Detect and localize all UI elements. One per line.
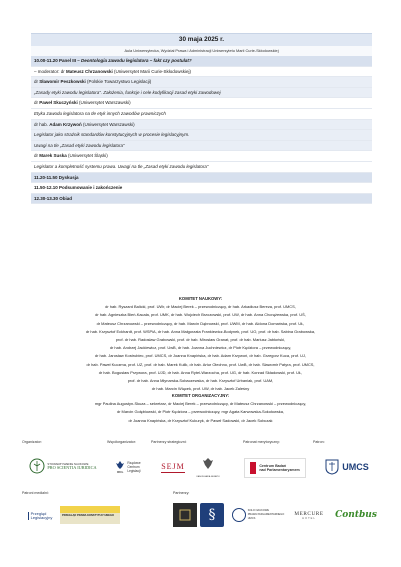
patrons-label: Patron: — [313, 440, 325, 444]
cbpp-mark — [250, 462, 256, 474]
rcl-line-3: Legislacji — [127, 469, 141, 473]
book-icon — [178, 508, 192, 522]
sejm-logo — [155, 455, 191, 479]
scientific-committee-heading: KOMITET NAUKOWY: — [178, 296, 223, 301]
speaker-affiliation: (Uniwersytet Śląski) — [66, 153, 108, 159]
psj-line-2: PRO SCIENTIA IURIDICA — [47, 465, 97, 470]
laurel-icon — [29, 458, 45, 474]
speaker-affiliation: (Uniwersytet Warszawski) — [77, 100, 131, 106]
committee-line: dr hab. Ryszard Balicki, prof. UWr, dr Maciej Berek – przewodniczący, dr hab. Arkadiusz Bereza, prof. UMCS, — [105, 304, 296, 310]
schedule-date: 30 maja 2025 r. — [31, 33, 372, 46]
pl-line-2: Legislacyjny — [30, 515, 53, 520]
committee-line: dr hab. Andrzej Jackiewicz, prof. UwB, dr hab. Joanna Juchniewicz, dr Piotr Kędziora – przewodniczący, — [109, 345, 292, 351]
cbpp-logo — [244, 458, 306, 478]
organizing-committee-heading: KOMITET ORGANIZACYJNY: — [171, 393, 230, 398]
paragraph-icon: § — [208, 507, 216, 523]
speaker-prefix: dr — [34, 100, 40, 106]
mercure-sub: HOTEL — [302, 516, 316, 520]
schedule-table — [31, 33, 372, 204]
committee-line: dr hab. Paweł Kuczma, prof. UZ, prof. dr hab. Marek Kulik, dr hab. Artur Olechno, prof. UwB, dr hab. Sławomir Patyra, prof. UMCS, — [86, 361, 315, 367]
organizing-committee — [20, 392, 381, 425]
organizers-label: Organizator: — [22, 440, 42, 444]
pkp-band — [60, 506, 120, 513]
schedule-venue: Aula Uniwersytecka, Wydział Prawa i Administracji Uniwersytetu Marii Curie-Skłodowskiej — [31, 46, 372, 56]
strategic-partners-label: Partnerzy strategiczni: — [151, 440, 187, 444]
senat-eagle-icon — [202, 457, 214, 471]
patronage-label: Patronat merytoryczny: — [243, 440, 280, 444]
eagle-icon — [115, 460, 125, 470]
umcs-logo — [314, 457, 380, 477]
rcl-abbr: RCL — [117, 470, 124, 474]
panel-title: Deontologia zawodu legislatora – fakt czy postulat? — [81, 58, 192, 63]
speaker-row-2 — [31, 98, 372, 109]
speaker-prefix: dr — [34, 79, 40, 85]
cbpp-line-2: nad Parlamentaryzmem — [259, 468, 300, 472]
committee-line: prof. dr hab. Radosław Grabowski, prof. dr hab. Mirosław Granat, prof. dr hab. Mariusz Jabłoński, — [115, 337, 286, 343]
speaker-topic-4: Legislator a kompletność systemu prawa. Uwagi na tle „Zasad etyki zawodu legislatora” — [31, 162, 372, 173]
senat-logo — [196, 454, 220, 480]
speaker-name: Marek Suska — [39, 153, 67, 159]
moderator-prefix: – moderator: dr — [34, 68, 67, 74]
speaker-row-4 — [31, 151, 372, 162]
lunch-row: 12.30-13.30 Obiad — [31, 194, 372, 205]
kpp-circle-icon — [232, 508, 246, 522]
umcs-wordmark: UMCS — [342, 462, 369, 472]
debate-row: 11.20-11.50 Dyskusja — [31, 173, 372, 184]
pl-line-1: Przegląd — [30, 511, 47, 516]
media-patrons-label: Patroni medialni: — [22, 491, 49, 495]
committee-line: dr hab. Marcin Wiącek, prof. UW, dr hab. Jacek Zaleśny — [151, 386, 250, 392]
pkp-title: PRZEGLĄD PRAWA KONSTYTUCYJNEGO — [62, 514, 115, 517]
rcl-line-2: Centrum — [127, 465, 140, 469]
pro-scientia-iuridica-logo — [24, 455, 102, 477]
contbus-logo — [331, 506, 381, 524]
partners-label: Partnerzy: — [173, 491, 190, 495]
rcl-logo — [107, 455, 149, 479]
mercure-logo — [291, 504, 327, 526]
scientific-committee — [20, 295, 381, 393]
book-publisher-logo — [173, 503, 197, 527]
moderator-name: Mateusz Chrzanowski — [66, 68, 113, 74]
speaker-affiliation: (Polskie Towarzystwo Legislacji) — [85, 79, 152, 85]
summary-row: 11.50-12.10 Podsumowanie i zakończenie — [31, 183, 372, 194]
kpp-umcs-logo — [229, 504, 287, 526]
speaker-topic-1: „Zasady etyki zawodu legislatora”. Założenia, funkcje i cele kodyfikacji zasad etyki zawodowej — [31, 88, 372, 99]
rcl-line-1: Rządowe — [127, 461, 141, 465]
speaker-row-3 — [31, 120, 372, 131]
speaker-name: Sławomir Peszkowski — [39, 79, 86, 85]
committee-line: dr hab. Jarosław Kostrubiec, prof. UMCS, dr Joanna Knapińska, dr hab. Adam Krzywoń, dr hab. Grzegorz Kuca, prof. UJ, — [94, 353, 307, 359]
mercure-wordmark: MERCURE — [294, 510, 324, 517]
committee-line: dr Joanna Knapińska, dr Krzysztof Kukuryk, dr Paweł Sadowski, dr Jacek Sobczak — [128, 417, 273, 423]
panel-time: 10.00-11.20 Panel III – — [34, 58, 82, 63]
umcs-crest-icon — [325, 459, 339, 475]
speaker-row-1 — [31, 77, 372, 88]
senat-label: KANCELARIA SENATU — [196, 475, 220, 478]
przeglad-legislacyjny-logo — [24, 505, 56, 527]
speaker-topic-2: Etyka zawodu legislatora na tle etyk innych zawodów prawniczych — [31, 109, 372, 120]
committee-line: dr Mateusz Chrzanowski – przewodniczący, dr hab. Marcin Dąbrowski, prof. UWM, dr hab. Aldona Domańska, prof. UŁ, — [96, 320, 305, 326]
speaker-topic-3b: Uwagi na tle „Zasad etyki zawodu legislatora” — [31, 141, 372, 152]
kpp-line-1: KOŁO NAUKOWE — [247, 509, 270, 512]
coorganizers-label: Współorganizator: — [107, 440, 136, 444]
speaker-name: Paweł Skuczyński — [39, 100, 78, 106]
committee-line: mgr Paulina Augustyn-Skuza – sekretarz, dr Maciej Berek – przewodniczący, dr Mateusz Chrzanowski – przewodniczący, — [94, 401, 307, 407]
committee-line: dr hab. Krzysztof Eckhardt, prof. WSPiA, dr hab. Anna Małgorzata Frankiewicz-Bodynek, prof. UO, prof. dr hab. Sabina Grabowska, — [85, 328, 316, 334]
committee-line: dr hab. Bogusław Przywora, prof. UJD, dr hab. Anna Rytel-Warzocha, prof. UG, dr hab. Konrad Składowski, prof. UŁ, — [98, 369, 303, 375]
pkp-logo — [60, 506, 120, 524]
committee-line: dr Marcin Gołębiowski, dr Piotr Kędziora – przewodniczący, mgr Agata Karwowska-Sokołowska, — [116, 409, 285, 415]
kpp-line-2: PRAWA PARLAMENTARNEGO — [247, 513, 285, 516]
speaker-affiliation: (Uniwersytet Warszawski) — [81, 121, 135, 127]
sejm-wordmark: SEJM — [161, 461, 185, 471]
psj-line-1: STOWARZYSZENIE NAUKOWE — [47, 462, 89, 466]
committee-line: prof. dr hab. Anna Młynarska-Sobaczewska, dr hab. Krzysztof Urbaniak, prof. UAM, — [127, 378, 274, 384]
speaker-topic-3: Legislator jako strażnik standardów konstytucyjnych w procesie legislacyjnym. — [31, 130, 372, 141]
speaker-prefix: dr — [34, 153, 40, 159]
paragraph-logo — [200, 503, 224, 527]
cbpp-line-1: Centrum Badań — [259, 464, 287, 468]
panel-heading — [31, 56, 372, 67]
speaker-prefix: dr hab. — [34, 121, 50, 127]
moderator-affiliation: (Uniwersytet Marii Curie-Skłodowskiej) — [112, 68, 192, 74]
moderator-row — [31, 67, 372, 78]
kpp-line-3: UMCS — [247, 517, 256, 520]
committee-line: dr hab. Agnieszka Bień-Kacała, prof. UMK, dr hab. Wojciech Brzozowski, prof. UW, dr hab. Anna Chorążewska, prof. UŚ, — [95, 312, 306, 318]
speaker-name: Adam Krzywoń — [49, 121, 82, 127]
contbus-wordmark: Contbus — [335, 510, 377, 520]
